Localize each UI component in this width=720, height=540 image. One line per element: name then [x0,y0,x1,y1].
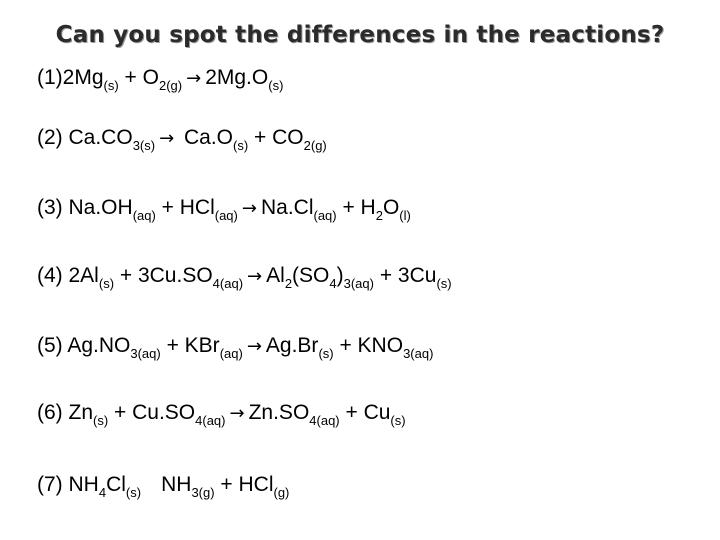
subscript: (aq) [219,346,243,361]
formula-text: Cl [106,473,126,496]
subscript: 2 [284,276,293,291]
formula-text: (3) Na.OH [37,196,133,219]
formula-text: + H [336,196,376,219]
formula-text: Na.Cl [260,196,314,219]
subscript: 4 [98,485,107,500]
subscript: (s) [318,346,334,361]
subscript: 4(aq) [195,413,226,428]
formula-text: + Cu [339,401,391,424]
formula-text: + O [118,66,159,89]
formula-text: + KBr [160,334,220,357]
reaction-arrow-icon: → [246,336,262,357]
equation-1 [37,67,283,92]
subscript: (s) [233,138,249,153]
subscript: 4(aq) [212,276,244,291]
subscript: 4 [329,276,337,291]
formula-text: + 3Cu [373,264,437,287]
subscript: 2 [375,208,383,223]
subscript: (aq) [132,208,156,223]
page-title: Can you spot the differences in the reactions? [55,22,665,48]
formula-text: (5) Ag.NO [37,334,131,357]
subscript: 3(aq) [130,346,161,361]
equation-3 [37,197,411,222]
formula-text: O [382,196,400,219]
subscript: 3(aq) [403,346,434,361]
reaction-arrow-icon: → [241,198,257,219]
equation-6 [37,402,406,427]
subscript: 3(s) [132,138,156,153]
subscript: (s) [103,78,119,93]
reaction-arrow-icon: → [247,266,263,287]
formula-text: (SO [292,264,330,287]
formula-text: + HCl [155,196,215,219]
reaction-arrow-icon: → [159,128,175,149]
subscript: (s) [93,413,109,428]
equation-7 [37,474,289,499]
equation-4 [37,265,452,290]
subscript: 3(g) [191,485,215,500]
subscript: 3(aq) [343,276,374,291]
formula-text: + 3Cu.SO [114,264,213,287]
subscript: (s) [436,276,452,291]
formula-text: 2Mg.O [205,66,269,89]
formula-text: Ag.Br [265,334,319,357]
subscript: (aq) [313,208,337,223]
formula-text: + CO [248,126,304,149]
formula-text: (1)2Mg [37,66,104,89]
formula-text: (7) NH [37,473,99,496]
subscript: (g) [273,485,290,500]
subscript: (s) [268,78,284,93]
formula-text: + Cu.SO [108,401,196,424]
formula-text: + HCl [214,473,274,496]
formula-text: NH [161,473,192,496]
formula-text: Zn.SO [248,401,310,424]
equation-2 [37,127,327,152]
subscript: (s) [98,276,115,291]
formula-text: ) [336,264,344,287]
formula-text: Al [266,264,285,287]
formula-text: + KNO [333,334,404,357]
formula-text: Ca.O [178,126,234,149]
reaction-arrow-icon: → [186,68,202,89]
equation-5 [37,335,433,360]
formula-text: (2) Ca.CO [37,126,133,149]
formula-text: (6) Zn [37,401,94,424]
subscript: (aq) [214,208,238,223]
formula-text: (4) 2Al [37,264,99,287]
subscript: 2(g) [158,78,183,93]
subscript: 4(aq) [309,413,340,428]
subscript: (s) [390,413,406,428]
subscript: (l) [399,208,411,223]
subscript: 2(g) [303,138,327,153]
subscript: (s) [125,485,142,500]
reaction-arrow-icon: → [229,403,245,424]
